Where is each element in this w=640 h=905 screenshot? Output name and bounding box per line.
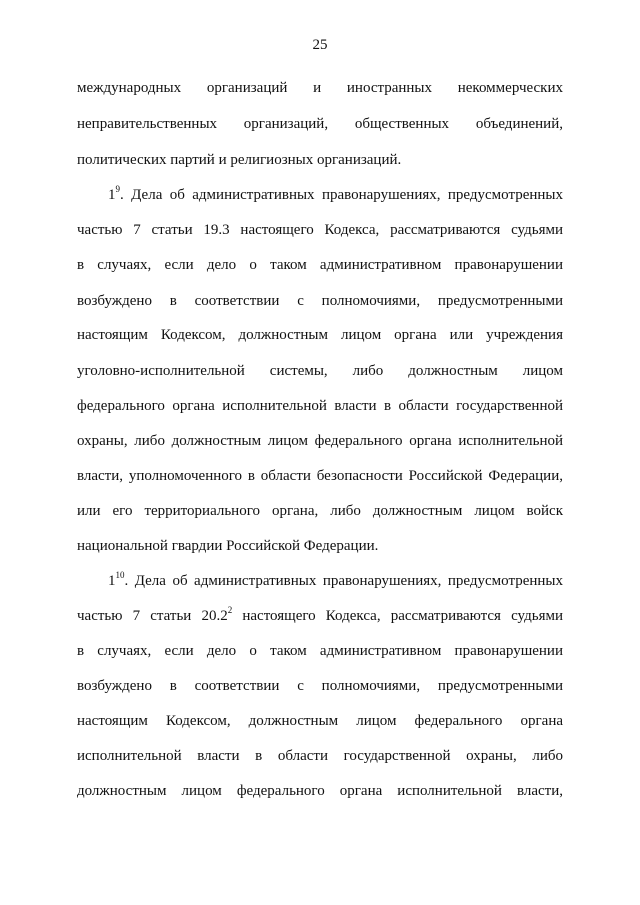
text-line: национальной гвардии Российской Федерации. <box>77 538 379 554</box>
article-superscript: 2 <box>227 605 233 615</box>
article-number: 1 <box>108 573 116 589</box>
article-number-superscript: 9 <box>115 184 120 194</box>
text-line: власти, уполномоченного в области безопасности Российской Федерации, <box>77 468 563 484</box>
text-fragment: . Дела об административных правонарушениях, предусмотренных <box>120 187 563 203</box>
text-line: в случаях, если дело о таком административном правонарушении <box>77 643 563 659</box>
text-line: уголовно-исполнительной системы, либо должностным лицом <box>77 363 563 379</box>
text-fragment: настоящего Кодекса, рассматриваются судьями <box>232 608 563 624</box>
text-line: международных организаций и иностранных некоммерческих <box>77 80 563 96</box>
text-line: частью 7 статьи 19.3 настоящего Кодекса, рассматриваются судьями <box>77 222 563 238</box>
article-number: 1 <box>108 187 116 203</box>
article-number-superscript: 10 <box>115 570 125 580</box>
text-line: настоящим Кодексом, должностным лицом органа или учреждения <box>77 327 563 343</box>
text-line <box>77 607 563 625</box>
page-number: 25 <box>312 37 328 53</box>
text-line: возбуждено в соответствии с полномочиями, предусмотренными <box>77 293 563 309</box>
text-line: охраны, либо должностным лицом федерального органа исполнительной <box>77 433 563 449</box>
text-line: или его территориального органа, либо должностным лицом войск <box>77 503 563 519</box>
text-fragment: частью 7 статьи 20.2 <box>77 608 228 624</box>
text-line: политических партий и религиозных организаций. <box>77 152 402 168</box>
article-heading-line <box>108 572 563 590</box>
text-line: настоящим Кодексом, должностным лицом федерального органа <box>77 713 563 729</box>
article-heading-line <box>108 186 563 204</box>
text-line: неправительственных организаций, общественных объединений, <box>77 116 563 132</box>
text-line: в случаях, если дело о таком административном правонарушении <box>77 257 563 273</box>
text-line: возбуждено в соответствии с полномочиями, предусмотренными <box>77 678 563 694</box>
text-line: федерального органа исполнительной власти в области государственной <box>77 398 563 414</box>
text-line: исполнительной власти в области государственной охраны, либо <box>77 748 563 764</box>
text-fragment: . Дела об административных правонарушениях, предусмотренных <box>124 573 563 589</box>
text-line: должностным лицом федерального органа исполнительной власти, <box>77 783 563 799</box>
